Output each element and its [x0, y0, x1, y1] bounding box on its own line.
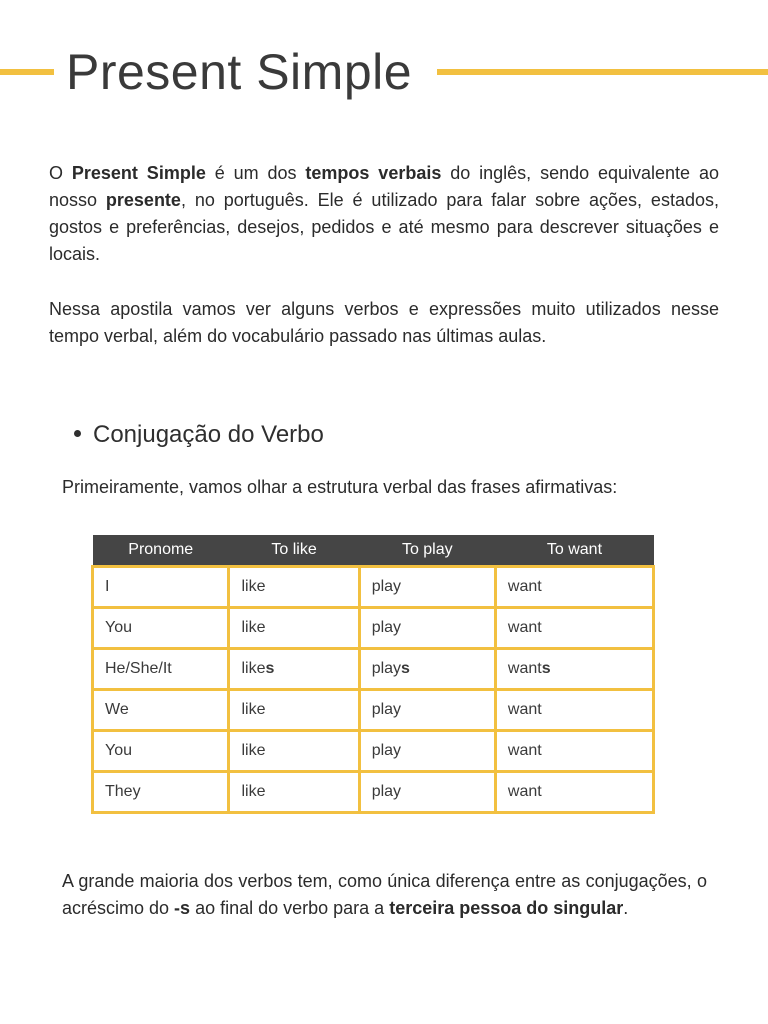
intro-text-4: , no português. Ele é utilizado para falar sobre ações, estados, gostos e preferências, desejos, pedidos e até mesmo para descrever situações e locais.: [49, 190, 719, 264]
cell-play: [359, 649, 495, 690]
cell-want: want: [495, 731, 653, 772]
title-rule-left: [0, 69, 54, 75]
cell-like: like: [229, 772, 359, 813]
intro-text-1: O: [49, 163, 72, 183]
cell-play: play: [359, 772, 495, 813]
title-rule-right: [437, 69, 768, 75]
conjugation-table: [91, 535, 655, 814]
table-row: [93, 690, 654, 731]
closing-bold-suffix: -s: [174, 898, 191, 918]
closing-bold-third-person: terceira pessoa do singular: [389, 898, 624, 918]
verb-stem: play: [371, 660, 402, 677]
cell-pronoun: We: [93, 690, 229, 731]
third-person-suffix: s: [541, 660, 551, 677]
cell-want: want: [495, 608, 653, 649]
verb-stem: like: [241, 660, 266, 677]
cell-like: like: [229, 608, 359, 649]
table-row: [93, 567, 654, 608]
cell-pronoun: I: [93, 567, 229, 608]
intro-bold-present-simple: Present Simple: [71, 163, 206, 183]
closing-text-3: .: [623, 898, 629, 918]
section-heading: [74, 418, 324, 452]
closing-text-1: A grande maioria dos verbos tem, como única diferença entre as conjugações, o acréscimo do: [62, 871, 707, 918]
closing-text-2: ao final do verbo para a: [190, 898, 390, 918]
cell-play: play: [359, 608, 495, 649]
third-person-suffix: s: [265, 660, 275, 677]
cell-like: [229, 649, 359, 690]
section-heading-text: Conjugação do Verbo: [93, 421, 324, 448]
cell-pronoun: You: [93, 731, 229, 772]
cell-want: want: [495, 690, 653, 731]
intro-bold-presente: presente: [105, 190, 181, 210]
table-row: [93, 772, 654, 813]
table-row: [93, 731, 654, 772]
header-to-want: To want: [495, 535, 653, 567]
second-paragraph: Nessa apostila vamos ver alguns verbos e expressões muito utilizados nesse tempo verbal, além do vocabulário passado nas últimas aulas.: [49, 299, 719, 346]
header-to-like: To like: [229, 535, 359, 567]
intro-text-2: é um dos: [205, 163, 306, 183]
table-intro: Primeiramente, vamos olhar a estrutura verbal das frases afirmativas:: [62, 477, 618, 497]
intro-paragraph: [49, 160, 719, 268]
third-person-suffix: s: [401, 660, 410, 677]
header-pronome: Pronome: [93, 535, 229, 567]
cell-play: play: [359, 567, 495, 608]
verb-stem: want: [507, 660, 542, 677]
cell-like: like: [229, 567, 359, 608]
cell-pronoun: They: [93, 772, 229, 813]
cell-want: want: [495, 567, 653, 608]
cell-like: like: [229, 731, 359, 772]
table-header-row: [93, 535, 654, 567]
cell-pronoun: He/She/It: [93, 649, 229, 690]
intro-bold-tempos-verbais: tempos verbais: [305, 163, 442, 183]
bullet-icon: [74, 430, 81, 437]
cell-play: play: [359, 731, 495, 772]
header-to-play: To play: [359, 535, 495, 567]
title-bar: [0, 40, 768, 110]
cell-want: want: [495, 772, 653, 813]
cell-like: like: [229, 690, 359, 731]
intro-text-3: do inglês, sendo equivalente ao nosso: [49, 163, 719, 210]
cell-want: [495, 649, 653, 690]
page-title: Present Simple: [66, 44, 413, 100]
table-row: [93, 608, 654, 649]
table-row: [93, 649, 654, 690]
cell-pronoun: You: [93, 608, 229, 649]
closing-paragraph: [62, 868, 707, 922]
cell-play: play: [359, 690, 495, 731]
